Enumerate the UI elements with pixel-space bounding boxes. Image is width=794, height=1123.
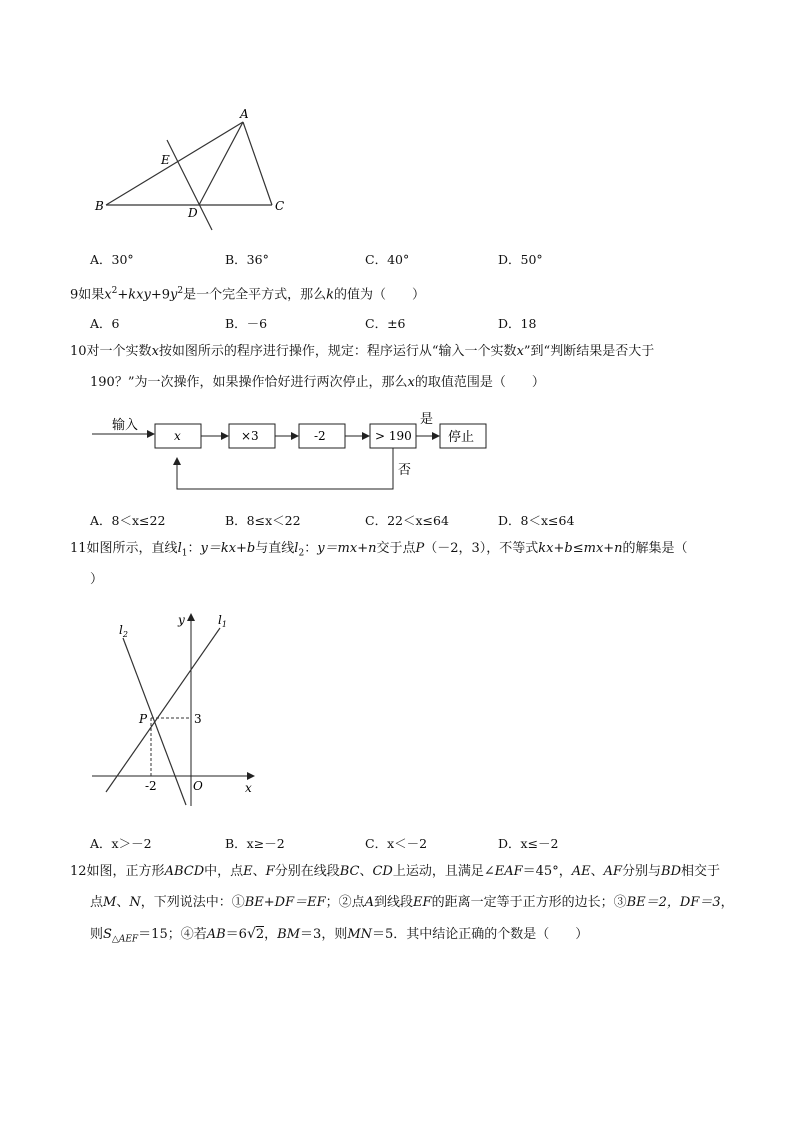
q12-be2: BE＝2，DF＝3 — [626, 895, 721, 910]
box-stop-label: 停止 — [448, 430, 475, 445]
q9-k: k — [326, 287, 335, 303]
q11-P: P — [415, 541, 425, 556]
q12-t14: ；②点 — [325, 895, 365, 910]
q12-AF: AF — [603, 864, 623, 879]
q12-t12: 、 — [116, 895, 130, 910]
q9-kxy: kxy — [128, 287, 151, 303]
label-neg2: -2 — [145, 779, 157, 793]
q9-text-3: 的值为（ ） — [334, 287, 426, 303]
q12-t3: 、 — [252, 864, 266, 879]
q12-S-sub: △AEF — [111, 934, 139, 945]
q8-option-d[interactable]: D．50° — [498, 252, 543, 267]
q9-exp1: 2 — [111, 286, 118, 296]
label-l1: $l_1$ — [218, 613, 227, 629]
q11-l2-sub: 2 — [298, 548, 305, 559]
q12-EF: EF — [413, 895, 432, 910]
loop-line — [177, 448, 393, 489]
q12-t6: 上运动，且满足∠ — [392, 864, 495, 879]
label-P: P — [139, 712, 148, 726]
q10-option-d[interactable]: D．8＜x≤64 — [498, 513, 575, 528]
no-label: 否 — [398, 463, 412, 478]
q12-EAF: EAF — [494, 864, 523, 879]
q10-text-5: 的取值范围是（ ） — [414, 375, 545, 390]
q11-eq1: y＝kx+b — [200, 541, 256, 556]
segment-AC — [243, 122, 272, 205]
q9-y: y — [170, 287, 178, 303]
q10-x3: x — [407, 375, 415, 390]
q12-stem-line2 — [90, 895, 734, 911]
box-gt190-label: > 190 — [375, 429, 412, 443]
q9-text-1: 如果 — [78, 287, 105, 303]
q11-stem-close: ） — [90, 572, 104, 587]
q12-E: E — [243, 864, 253, 879]
q9-plus1: + — [117, 287, 129, 303]
q12-number: 12 — [70, 864, 87, 879]
q11-option-a[interactable]: A．x＞－2 — [90, 836, 152, 851]
q10-text-2: 按如图所示的程序进行操作，规定：程序运行从“输入一个实数 — [158, 344, 517, 359]
q11-text-6: （－2，3），不等式 — [424, 541, 539, 556]
q11-l1: l — [177, 541, 182, 556]
q12-stem-line1 — [70, 864, 720, 880]
q12-t22: ＝3，则 — [300, 927, 348, 942]
label-y: y — [178, 613, 185, 627]
q12-t18: 则 — [90, 927, 104, 942]
q9-number: 9 — [70, 287, 79, 303]
q8-option-c[interactable]: C．40° — [365, 252, 410, 267]
q11-stem — [70, 541, 688, 562]
q12-MN: MN — [347, 927, 373, 942]
q11-option-c[interactable]: C．x＜－2 — [365, 836, 428, 851]
line-l1 — [106, 628, 220, 792]
q12-t9: 分别与 — [622, 864, 662, 879]
q11-number: 11 — [70, 541, 87, 556]
q12-t17: ， — [720, 895, 734, 910]
q12-t19: ＝15；④若 — [138, 927, 207, 942]
label-x: x — [245, 781, 252, 795]
q10-stem-line2 — [90, 375, 545, 391]
q12-t11: 点 — [90, 895, 104, 910]
yes-label: 是 — [420, 412, 434, 427]
q12-t2: 中，点 — [204, 864, 244, 879]
q11-text-4: ： — [304, 541, 318, 556]
q12-A: A — [364, 895, 375, 910]
flowchart — [90, 405, 500, 495]
q8-option-b[interactable]: B．36° — [225, 252, 269, 267]
q9-exp2: 2 — [177, 286, 184, 296]
label-O: O — [193, 779, 203, 793]
q9-option-b[interactable]: B．－6 — [225, 316, 268, 331]
label-3: 3 — [194, 712, 202, 726]
q12-t23: ＝5．其中结论正确的个数是（ ） — [372, 927, 589, 942]
q12-eq1: BE+DF＝EF — [244, 895, 326, 910]
label-B: B — [95, 199, 104, 213]
q11-l2: l — [294, 541, 299, 556]
q11-l1-sub: 1 — [181, 548, 188, 559]
q10-x1: x — [151, 344, 159, 359]
q10-option-a[interactable]: A．8＜x≤22 — [90, 513, 166, 528]
q12-BC: BC — [339, 864, 360, 879]
q11-text-7: 的解集是（ — [622, 541, 688, 556]
q12-M: M — [103, 895, 117, 910]
q9-plus2: +9 — [150, 287, 171, 303]
q12-t4: 分别在线段 — [274, 864, 340, 879]
q11-text-2: ： — [187, 541, 201, 556]
q9-x: x — [104, 287, 112, 303]
q12-t8: 、 — [590, 864, 604, 879]
q9-option-d[interactable]: D．18 — [498, 316, 537, 331]
q12-BD: BD — [661, 864, 682, 879]
label-A: A — [240, 107, 249, 121]
q12-t20: ＝6 — [225, 927, 247, 942]
q10-text-3: ”到“判断结果是否大于 — [523, 344, 655, 359]
q11-eq2: y＝mx+n — [317, 541, 377, 556]
q12-F: F — [265, 864, 275, 879]
box-x-label: x — [174, 429, 181, 443]
q9-option-a[interactable]: A．6 — [90, 316, 120, 331]
q10-text-1: 对一个实数 — [86, 344, 152, 359]
q12-t1: 如图，正方形 — [86, 864, 165, 879]
q12-stem-line3 — [90, 926, 588, 948]
q11-text-5: 交于点 — [376, 541, 416, 556]
q12-AB: AB — [206, 927, 226, 942]
q12-t10: 相交于 — [681, 864, 721, 879]
label-E: E — [161, 153, 170, 167]
q8-option-a[interactable]: A．30° — [90, 252, 134, 267]
q10-number: 10 — [70, 344, 87, 359]
triangle-figure — [80, 100, 310, 240]
q12-S: S — [103, 927, 112, 942]
q12-t16: 的距离一定等于正方形的边长；③ — [431, 895, 627, 910]
q12-t13: ，下列说法中：① — [140, 895, 245, 910]
coordinate-graph — [88, 608, 268, 808]
q12-sqrt2: 2 — [255, 927, 265, 942]
q10-option-c[interactable]: C．22＜x≤64 — [365, 513, 449, 528]
q9-option-c[interactable]: C．±6 — [365, 316, 406, 331]
label-C: C — [275, 199, 285, 213]
q12-t21: ， — [264, 927, 278, 942]
q12-N: N — [129, 895, 141, 910]
q11-text-1: 如图所示，直线 — [86, 541, 178, 556]
q12-sqrt: √ — [246, 926, 256, 942]
q12-t15: 到线段 — [374, 895, 414, 910]
q11-option-d[interactable]: D．x≤－2 — [498, 836, 559, 851]
q10-option-b[interactable]: B．8≤x＜22 — [225, 513, 301, 528]
q11-text-3: 与直线 — [255, 541, 295, 556]
segment-BA — [106, 122, 243, 205]
segment-AD — [199, 122, 243, 205]
q9-stem — [70, 283, 425, 303]
q12-t7: ＝45°， — [522, 864, 572, 879]
q12-CD: CD — [372, 864, 393, 879]
q10-text-4: 190？”为一次操作，如果操作恰好进行两次停止，那么 — [90, 375, 408, 390]
q10-x2: x — [516, 344, 524, 359]
q10-stem-line1 — [70, 344, 654, 360]
q12-AE: AE — [571, 864, 591, 879]
q9-text-2: 是一个完全平方式，那么 — [183, 287, 327, 303]
input-label: 输入 — [112, 418, 139, 433]
label-l2: $l_2$ — [119, 623, 128, 639]
q11-ineq: kx+b≤mx+n — [538, 541, 623, 556]
box-minus2-label: -2 — [314, 429, 326, 443]
label-D: D — [188, 206, 198, 220]
q12-t5: 、 — [359, 864, 373, 879]
box-times3-label: ×3 — [241, 429, 259, 443]
q11-option-b[interactable]: B．x≥－2 — [225, 836, 285, 851]
q12-BM: BM — [277, 927, 301, 942]
q12-ABCD: ABCD — [164, 864, 205, 879]
